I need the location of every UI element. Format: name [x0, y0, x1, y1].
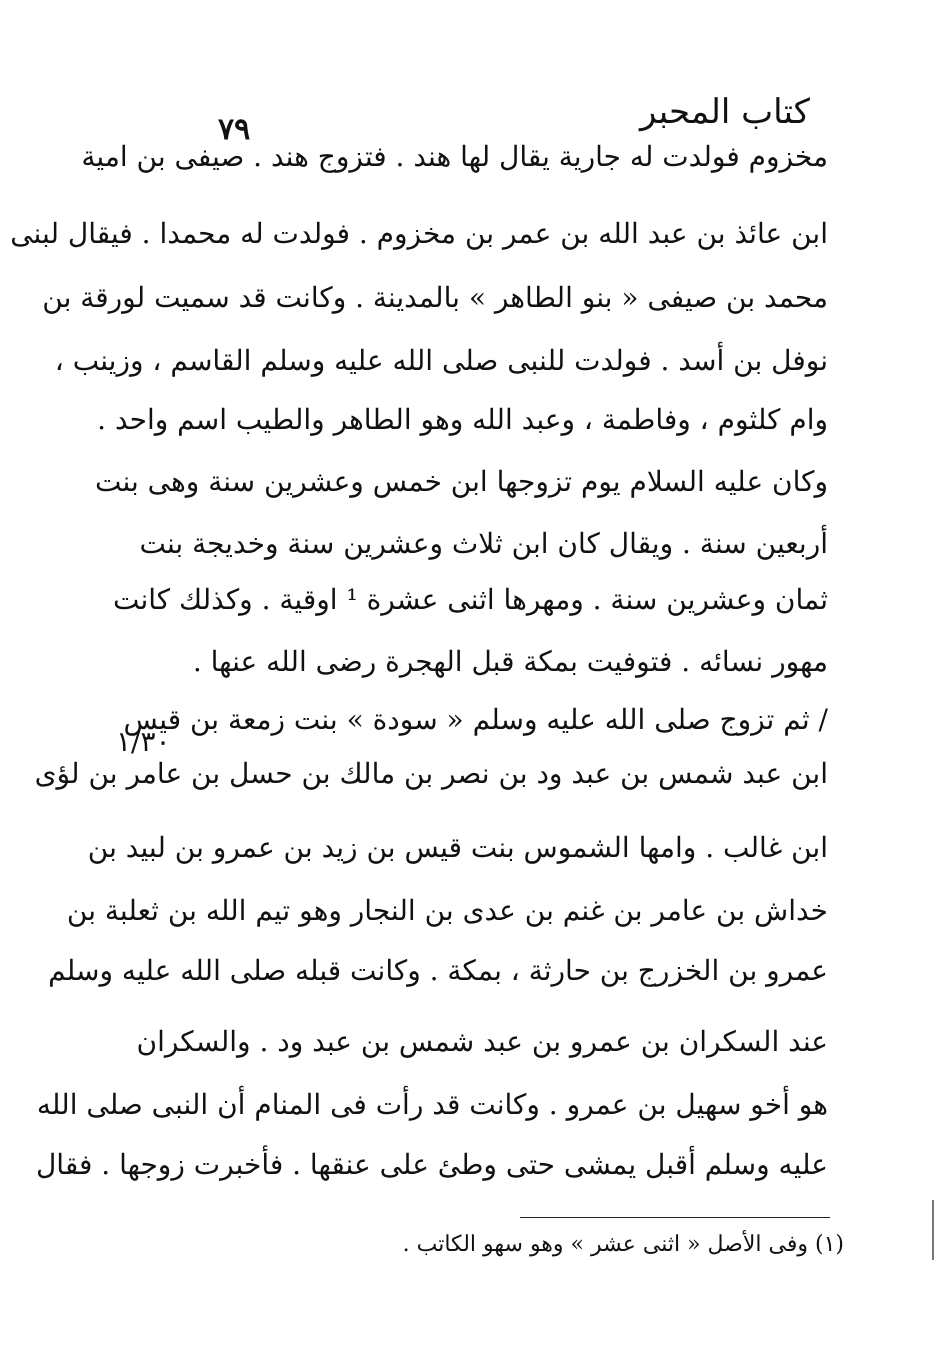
scan-edge-mark: [932, 1200, 934, 1260]
text-line-16: هو أخو سهيل بن عمرو . وكانت قد رأت فى المنام أن النبى صلى الله: [36, 1088, 828, 1121]
text-line-14: عمرو بن الخزرج بن حارثة ، بمكة . وكانت قبله صلى الله عليه وسلم: [48, 954, 828, 987]
text-line-15: عند السكران بن عمرو بن عبد شمس بن عبد ود . والسكران: [136, 1025, 828, 1058]
running-header-title: كتاب المحبر: [639, 92, 810, 132]
text-line-4: نوفل بن أسد . فولدت للنبى صلى الله عليه وسلم القاسم ، وزينب ،: [54, 344, 828, 377]
margin-reference: ١/٣٠: [116, 725, 171, 758]
text-line-13: خداش بن عامر بن غنم بن عدى بن النجار وهو تيم الله بن ثعلبة بن: [66, 894, 828, 927]
footnote: (١) وفى الأصل « اثنى عشر » وهو سهو الكاتب .: [402, 1232, 844, 1257]
text-line-17: عليه وسلم أقبل يمشى حتى وطئ على عنقها . فأخبرت زوجها . فقال: [35, 1148, 828, 1181]
text-line-6: وكان عليه السلام يوم تزوجها ابن خمس وعشرين سنة وهى بنت: [95, 465, 828, 498]
text-line-9: مهور نسائه . فتوفيت بمكة قبل الهجرة رضى الله عنها .: [192, 645, 828, 678]
text-line-8: ثمان وعشرين سنة . ومهرها اثنى عشرة ¹ اوقية . وكذلك كانت: [112, 583, 828, 616]
page-number: ٧٩: [218, 112, 251, 147]
text-line-2: ابن عائذ بن عبد الله بن عمر بن مخزوم . فولدت له محمدا . فيقال لبنى: [10, 217, 828, 250]
text-line-3: محمد بن صيفى « بنو الطاهر » بالمدينة . وكانت قد سميت لورقة بن: [42, 281, 828, 314]
footnote-divider: [520, 1217, 830, 1218]
text-line-12: ابن غالب . وامها الشموس بنت قيس بن زيد بن عمرو بن لبيد بن: [87, 831, 828, 864]
text-line-7: أربعين سنة . ويقال كان ابن ثلاث وعشرين سنة وخديجة بنت: [139, 527, 828, 560]
text-line-10: / ثم تزوج صلى الله عليه وسلم « سودة » بنت زمعة بن قيس: [123, 703, 828, 736]
text-line-1: مخزوم فولدت له جارية يقال لها هند . فتزوج هند . صيفى بن امية: [81, 140, 828, 173]
text-line-11: ابن عبد شمس بن عبد ود بن نصر بن مالك بن حسل بن عامر بن لؤى: [34, 757, 828, 790]
text-line-5: وام كلثوم ، وفاطمة ، وعبد الله وهو الطاهر والطيب اسم واحد .: [97, 403, 828, 436]
